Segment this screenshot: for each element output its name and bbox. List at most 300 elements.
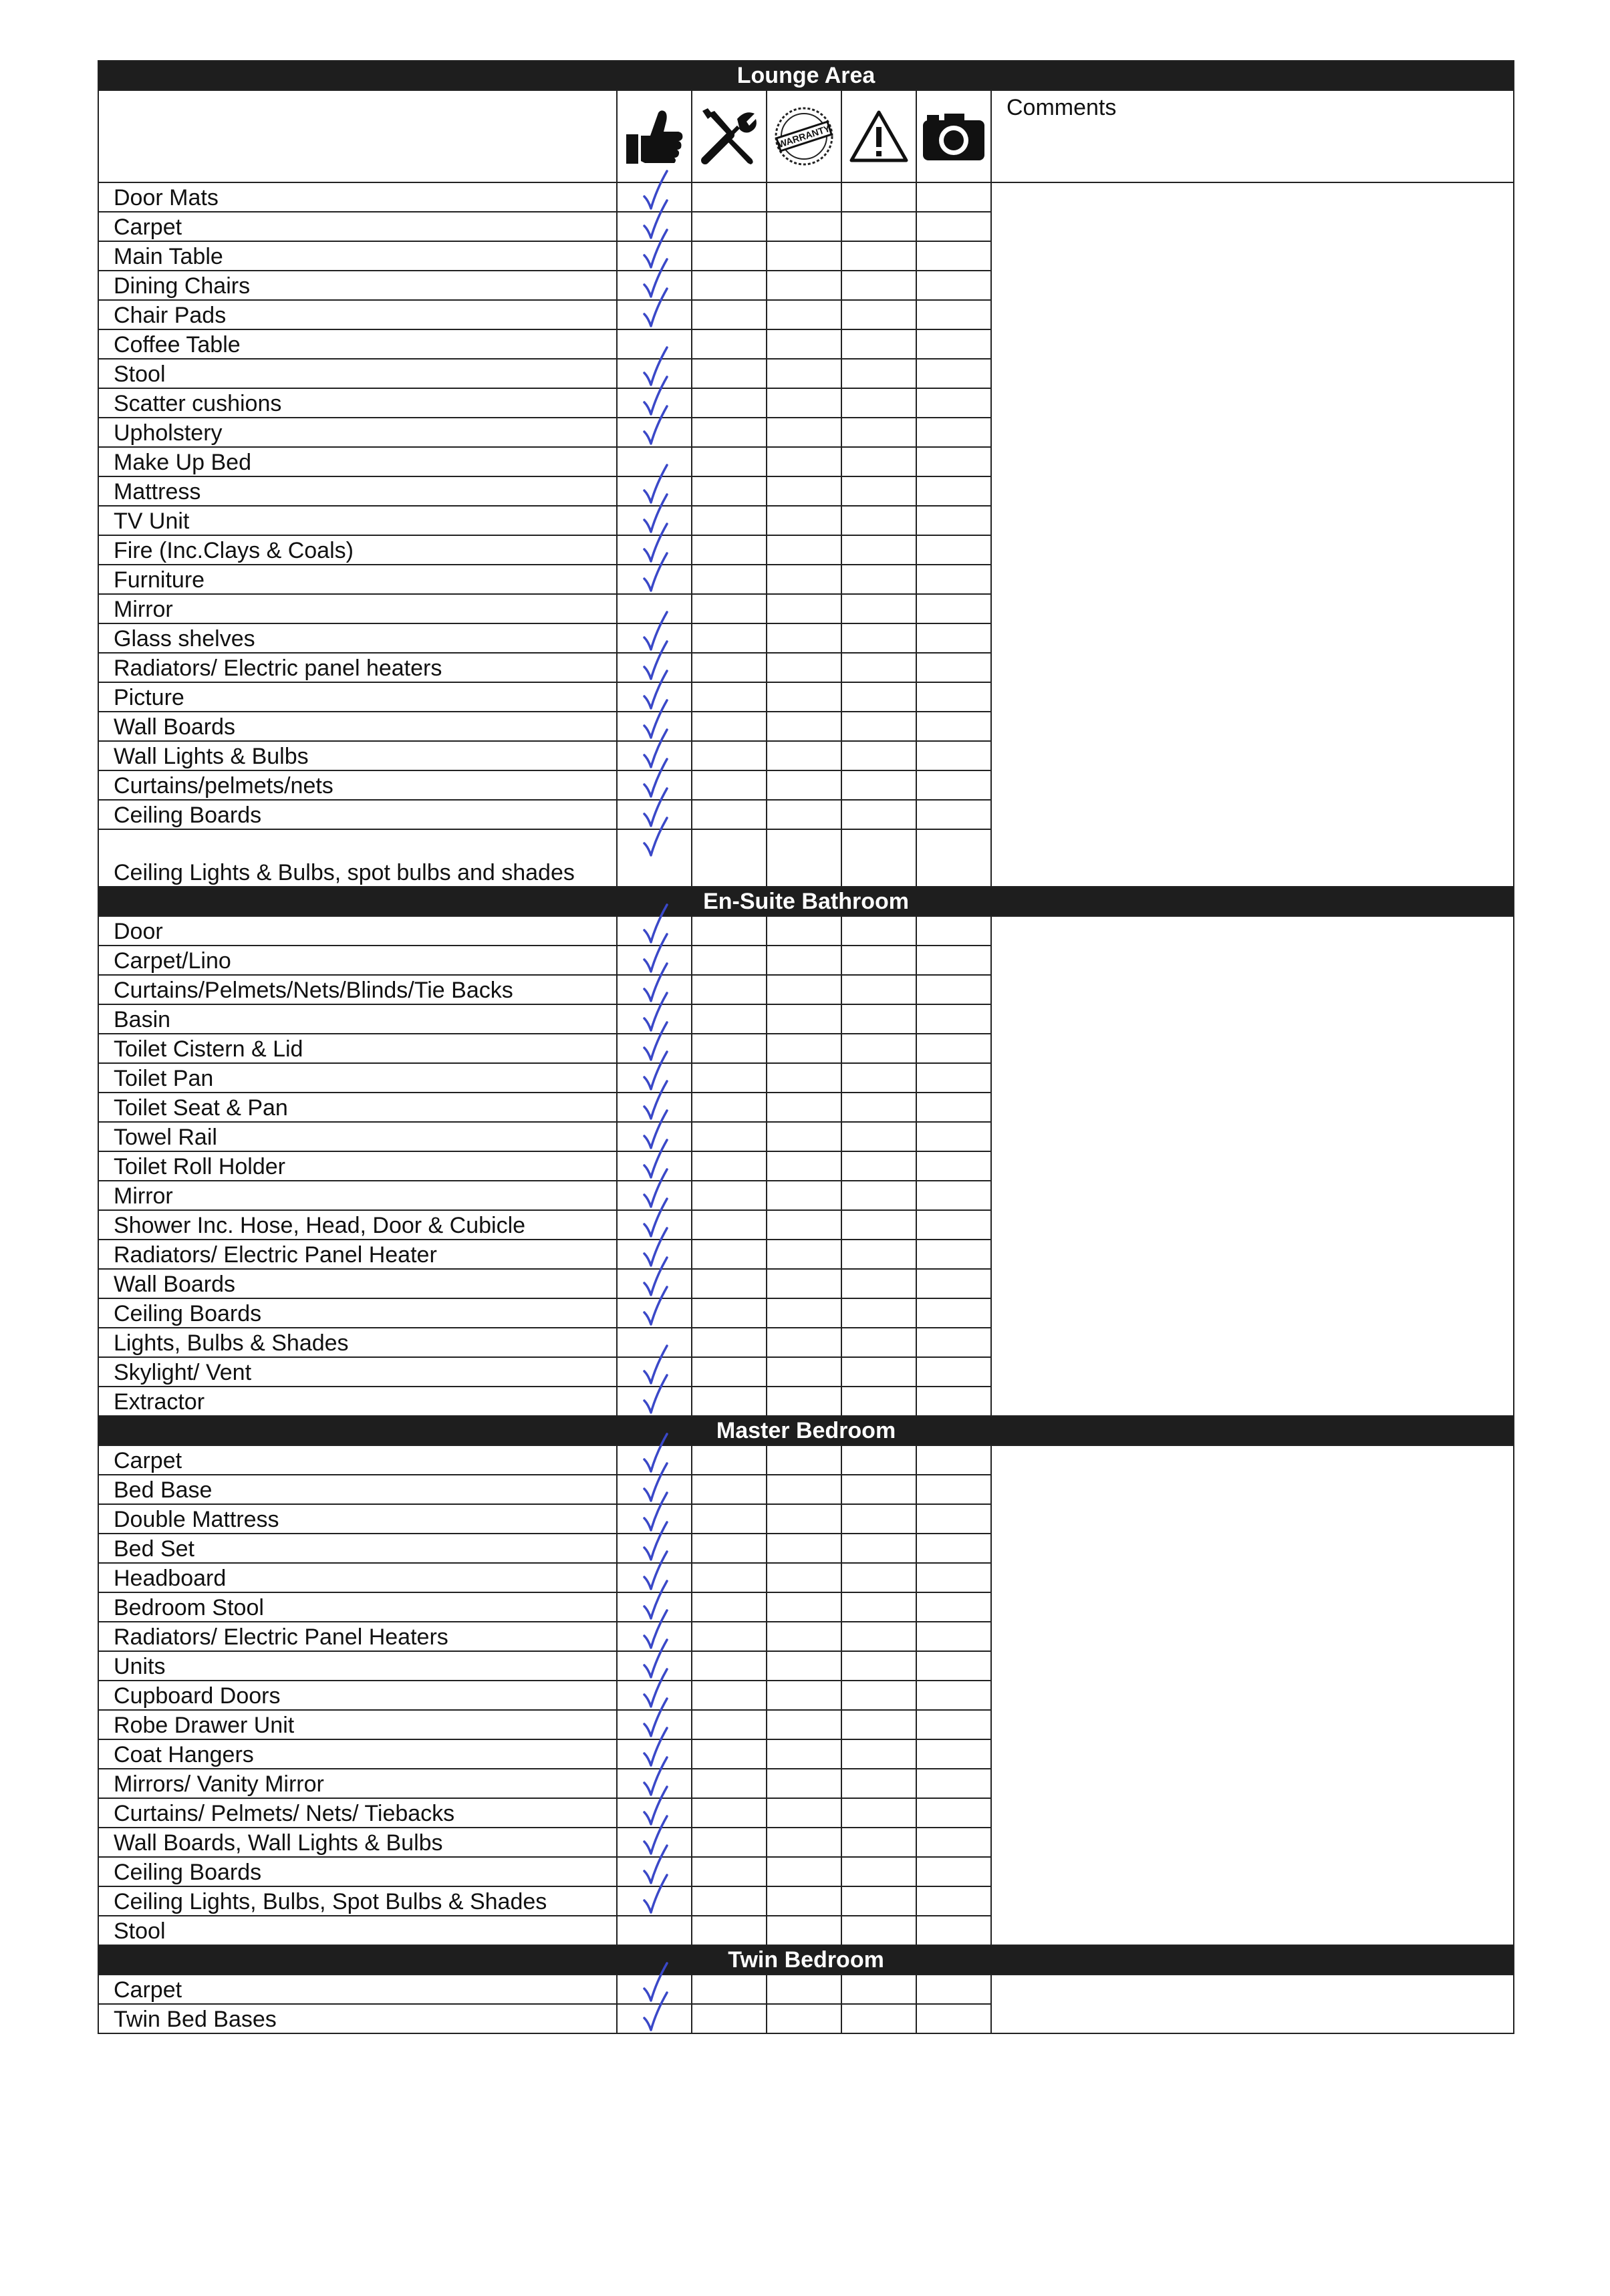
photo-cell[interactable] (916, 535, 991, 565)
photo-cell[interactable] (916, 1475, 991, 1504)
repair-cell[interactable] (692, 1269, 767, 1298)
check-mark-icon (642, 287, 668, 329)
photo-cell[interactable] (916, 300, 991, 329)
item-label: Basin (98, 1004, 617, 1034)
photo-cell[interactable] (916, 594, 991, 623)
warranty-cell[interactable] (767, 476, 841, 506)
warning-cell[interactable] (841, 1093, 916, 1122)
warning-cell[interactable] (841, 1240, 916, 1269)
photo-cell[interactable] (916, 1387, 991, 1416)
icon-header-row (98, 90, 1514, 182)
repair-cell[interactable] (692, 1034, 767, 1063)
warranty-cell[interactable] (767, 712, 841, 741)
repair-cell[interactable] (692, 359, 767, 388)
repair-cell[interactable] (692, 1828, 767, 1857)
photo-cell[interactable] (916, 1181, 991, 1210)
photo-cell[interactable] (916, 241, 991, 271)
warranty-cell[interactable] (767, 241, 841, 271)
repair-cell[interactable] (692, 653, 767, 682)
warning-cell[interactable] (841, 1122, 916, 1151)
warning-cell[interactable] (841, 653, 916, 682)
photo-cell[interactable] (916, 1828, 991, 1857)
warning-cell[interactable] (841, 300, 916, 329)
table-row (98, 182, 1514, 212)
warranty-cell[interactable] (767, 916, 841, 946)
photo-cell[interactable] (916, 1269, 991, 1298)
warning-cell[interactable] (841, 1210, 916, 1240)
photo-cell[interactable] (916, 1445, 991, 1475)
repair-cell[interactable] (692, 623, 767, 653)
warranty-cell[interactable] (767, 300, 841, 329)
warning-cell[interactable] (841, 1798, 916, 1828)
item-label: Mattress (98, 476, 617, 506)
warranty-cell[interactable] (767, 535, 841, 565)
warning-cell[interactable] (841, 1298, 916, 1328)
item-label: Carpet (98, 1445, 617, 1475)
repair-cell[interactable] (692, 1769, 767, 1798)
repair-cell[interactable] (692, 1504, 767, 1534)
item-label: Ceiling Lights, Bulbs, Spot Bulbs & Shades (98, 1886, 617, 1916)
warranty-cell[interactable] (767, 1651, 841, 1681)
warning-cell[interactable] (841, 1357, 916, 1387)
warning-cell[interactable] (841, 506, 916, 535)
warranty-cell[interactable] (767, 623, 841, 653)
photo-cell[interactable] (916, 1034, 991, 1063)
item-label: Wall Lights & Bulbs (98, 741, 617, 770)
repair-cell[interactable] (692, 506, 767, 535)
warning-cell[interactable] (841, 241, 916, 271)
item-label: Carpet (98, 1975, 617, 2004)
item-label: Toilet Pan (98, 1063, 617, 1093)
repair-cell[interactable] (692, 1886, 767, 1916)
warranty-cell[interactable] (767, 1622, 841, 1651)
photo-cell[interactable] (916, 1975, 991, 2004)
comments-cell[interactable] (991, 182, 1514, 887)
warranty-cell[interactable] (767, 2004, 841, 2033)
repair-cell[interactable] (692, 741, 767, 770)
warranty-cell[interactable] (767, 1504, 841, 1534)
condition-ok-cell[interactable] (617, 1886, 692, 1916)
repair-cell[interactable] (692, 1534, 767, 1563)
warning-cell[interactable] (841, 946, 916, 975)
condition-ok-cell[interactable] (617, 829, 692, 887)
warranty-cell[interactable] (767, 1916, 841, 1945)
repair-cell[interactable] (692, 1916, 767, 1945)
repair-cell[interactable] (692, 1622, 767, 1651)
warning-cell[interactable] (841, 1181, 916, 1210)
warranty-cell[interactable] (767, 829, 841, 887)
warning-cell[interactable] (841, 829, 916, 887)
tools-icon (692, 90, 767, 182)
item-label: Coat Hangers (98, 1739, 617, 1769)
warranty-cell[interactable] (767, 1445, 841, 1475)
photo-cell[interactable] (916, 946, 991, 975)
photo-cell[interactable] (916, 182, 991, 212)
warning-cell[interactable] (841, 1004, 916, 1034)
warranty-cell[interactable] (767, 1828, 841, 1857)
repair-cell[interactable] (692, 271, 767, 300)
repair-cell[interactable] (692, 1592, 767, 1622)
photo-cell[interactable] (916, 1886, 991, 1916)
warning-cell[interactable] (841, 682, 916, 712)
photo-cell[interactable] (916, 506, 991, 535)
repair-cell[interactable] (692, 565, 767, 594)
warranty-cell[interactable] (767, 975, 841, 1004)
repair-cell[interactable] (692, 1445, 767, 1475)
warning-cell[interactable] (841, 1063, 916, 1093)
warranty-cell[interactable] (767, 565, 841, 594)
warranty-cell[interactable] (767, 447, 841, 476)
repair-cell[interactable] (692, 241, 767, 271)
warranty-cell[interactable] (767, 1592, 841, 1622)
repair-cell[interactable] (692, 1857, 767, 1886)
photo-cell[interactable] (916, 476, 991, 506)
photo-cell[interactable] (916, 653, 991, 682)
warning-cell[interactable] (841, 975, 916, 1004)
item-label: Twin Bed Bases (98, 2004, 617, 2033)
condition-ok-cell[interactable] (617, 1916, 692, 1945)
repair-cell[interactable] (692, 712, 767, 741)
photo-cell[interactable] (916, 418, 991, 447)
warranty-cell[interactable] (767, 1269, 841, 1298)
warranty-cell[interactable] (767, 741, 841, 770)
item-label: Mirrors/ Vanity Mirror (98, 1769, 617, 1798)
repair-cell[interactable] (692, 1063, 767, 1093)
condition-ok-cell[interactable] (617, 418, 692, 447)
photo-cell[interactable] (916, 1769, 991, 1798)
warning-cell[interactable] (841, 1534, 916, 1563)
warning-cell[interactable] (841, 565, 916, 594)
item-label: Upholstery (98, 418, 617, 447)
warning-cell[interactable] (841, 535, 916, 565)
warning-cell[interactable] (841, 1975, 916, 2004)
warning-cell[interactable] (841, 770, 916, 800)
warning-cell[interactable] (841, 1151, 916, 1181)
warranty-cell[interactable] (767, 329, 841, 359)
warning-cell[interactable] (841, 916, 916, 946)
warranty-cell[interactable] (767, 1769, 841, 1798)
repair-cell[interactable] (692, 1181, 767, 1210)
repair-cell[interactable] (692, 388, 767, 418)
warranty-cell[interactable] (767, 1357, 841, 1387)
photo-cell[interactable] (916, 829, 991, 887)
warranty-cell[interactable] (767, 506, 841, 535)
warranty-cell[interactable] (767, 1151, 841, 1181)
warning-cell[interactable] (841, 1563, 916, 1592)
warranty-cell[interactable] (767, 682, 841, 712)
warranty-cell[interactable] (767, 594, 841, 623)
item-label: Furniture (98, 565, 617, 594)
warning-cell[interactable] (841, 388, 916, 418)
photo-cell[interactable] (916, 770, 991, 800)
warning-cell[interactable] (841, 271, 916, 300)
item-label: Door Mats (98, 182, 617, 212)
section-title: Lounge Area (98, 61, 1514, 90)
item-label: Wall Boards, Wall Lights & Bulbs (98, 1828, 617, 1857)
repair-cell[interactable] (692, 447, 767, 476)
warning-cell[interactable] (841, 800, 916, 829)
repair-cell[interactable] (692, 1975, 767, 2004)
item-label: Stool (98, 1916, 617, 1945)
item-label: Ceiling Boards (98, 1857, 617, 1886)
warranty-cell[interactable] (767, 1475, 841, 1504)
photo-cell[interactable] (916, 388, 991, 418)
photo-cell[interactable] (916, 975, 991, 1004)
repair-cell[interactable] (692, 946, 767, 975)
warning-cell[interactable] (841, 1681, 916, 1710)
comments-cell[interactable] (991, 1975, 1514, 2033)
condition-ok-cell[interactable] (617, 300, 692, 329)
repair-cell[interactable] (692, 682, 767, 712)
repair-cell[interactable] (692, 1739, 767, 1769)
warranty-cell[interactable] (767, 770, 841, 800)
repair-cell[interactable] (692, 212, 767, 241)
warranty-cell[interactable] (767, 1298, 841, 1328)
repair-cell[interactable] (692, 594, 767, 623)
warranty-cell[interactable] (767, 1387, 841, 1416)
photo-cell[interactable] (916, 712, 991, 741)
photo-cell[interactable] (916, 1622, 991, 1651)
photo-cell[interactable] (916, 916, 991, 946)
repair-cell[interactable] (692, 1475, 767, 1504)
photo-cell[interactable] (916, 1357, 991, 1387)
warranty-cell[interactable] (767, 388, 841, 418)
warranty-cell[interactable] (767, 1093, 841, 1122)
photo-cell[interactable] (916, 1857, 991, 1886)
warning-cell[interactable] (841, 447, 916, 476)
warning-cell[interactable] (841, 1622, 916, 1651)
photo-cell[interactable] (916, 1504, 991, 1534)
warning-cell[interactable] (841, 741, 916, 770)
item-label: Mirror (98, 594, 617, 623)
section-header (98, 887, 1514, 916)
warning-cell[interactable] (841, 1445, 916, 1475)
repair-cell[interactable] (692, 975, 767, 1004)
warning-icon (841, 90, 916, 182)
condition-ok-cell[interactable] (617, 1298, 692, 1328)
warning-cell[interactable] (841, 623, 916, 653)
photo-cell[interactable] (916, 741, 991, 770)
warning-cell[interactable] (841, 712, 916, 741)
item-label: Glass shelves (98, 623, 617, 653)
repair-cell[interactable] (692, 1651, 767, 1681)
warranty-cell[interactable] (767, 1857, 841, 1886)
repair-cell[interactable] (692, 1093, 767, 1122)
section-header (98, 1416, 1514, 1445)
photo-cell[interactable] (916, 329, 991, 359)
photo-cell[interactable] (916, 1916, 991, 1945)
warranty-cell[interactable] (767, 1034, 841, 1063)
warning-cell[interactable] (841, 1886, 916, 1916)
photo-cell[interactable] (916, 1651, 991, 1681)
repair-cell[interactable] (692, 1240, 767, 1269)
svg-text:WARRANTY: WARRANTY (777, 122, 831, 150)
warning-cell[interactable] (841, 1328, 916, 1357)
item-label: Toilet Seat & Pan (98, 1093, 617, 1122)
warning-cell[interactable] (841, 182, 916, 212)
warning-cell[interactable] (841, 1739, 916, 1769)
warranty-cell[interactable] (767, 1063, 841, 1093)
warranty-cell[interactable] (767, 1328, 841, 1357)
warning-cell[interactable] (841, 1475, 916, 1504)
item-label: Carpet (98, 212, 617, 241)
item-label: Bed Base (98, 1475, 617, 1504)
repair-cell[interactable] (692, 800, 767, 829)
photo-cell[interactable] (916, 800, 991, 829)
item-label: Door (98, 916, 617, 946)
repair-cell[interactable] (692, 829, 767, 887)
warning-cell[interactable] (841, 1504, 916, 1534)
item-label: Shower Inc. Hose, Head, Door & Cubicle (98, 1210, 617, 1240)
warning-cell[interactable] (841, 1034, 916, 1063)
photo-cell[interactable] (916, 682, 991, 712)
warranty-cell[interactable] (767, 359, 841, 388)
repair-cell[interactable] (692, 1298, 767, 1328)
repair-cell[interactable] (692, 300, 767, 329)
item-label: Wall Boards (98, 1269, 617, 1298)
warning-cell[interactable] (841, 329, 916, 359)
photo-cell[interactable] (916, 1328, 991, 1357)
warranty-cell[interactable] (767, 1798, 841, 1828)
warranty-cell[interactable] (767, 418, 841, 447)
warranty-cell[interactable] (767, 212, 841, 241)
repair-cell[interactable] (692, 1563, 767, 1592)
photo-cell[interactable] (916, 1298, 991, 1328)
warning-cell[interactable] (841, 1916, 916, 1945)
warranty-cell[interactable] (767, 271, 841, 300)
photo-cell[interactable] (916, 1592, 991, 1622)
condition-ok-cell[interactable] (617, 565, 692, 594)
warranty-seal-icon (767, 90, 841, 182)
photo-cell[interactable] (916, 1093, 991, 1122)
photo-cell[interactable] (916, 1798, 991, 1828)
repair-cell[interactable] (692, 1210, 767, 1240)
item-label: Double Mattress (98, 1504, 617, 1534)
repair-cell[interactable] (692, 182, 767, 212)
repair-cell[interactable] (692, 916, 767, 946)
photo-cell[interactable] (916, 1063, 991, 1093)
check-mark-icon (642, 1286, 668, 1327)
warning-cell[interactable] (841, 2004, 916, 2033)
repair-cell[interactable] (692, 1004, 767, 1034)
repair-cell[interactable] (692, 770, 767, 800)
item-label: Dining Chairs (98, 271, 617, 300)
comments-cell[interactable] (991, 1445, 1514, 1945)
warning-cell[interactable] (841, 1857, 916, 1886)
item-label: Units (98, 1651, 617, 1681)
warranty-cell[interactable] (767, 946, 841, 975)
warranty-cell[interactable] (767, 653, 841, 682)
warranty-cell[interactable] (767, 1710, 841, 1739)
comments-cell[interactable] (991, 916, 1514, 1416)
item-label: Fire (Inc.Clays & Coals) (98, 535, 617, 565)
item-label: Stool (98, 359, 617, 388)
warning-cell[interactable] (841, 1710, 916, 1739)
warranty-cell[interactable] (767, 1975, 841, 2004)
warning-cell[interactable] (841, 1769, 916, 1798)
photo-cell[interactable] (916, 623, 991, 653)
repair-cell[interactable] (692, 1122, 767, 1151)
thumbs-up-icon (617, 90, 692, 182)
warranty-cell[interactable] (767, 182, 841, 212)
section-header (98, 1945, 1514, 1975)
item-label: Curtains/pelmets/nets (98, 770, 617, 800)
section-title: Master Bedroom (98, 1416, 1514, 1445)
condition-ok-cell[interactable] (617, 2004, 692, 2033)
warranty-cell[interactable] (767, 1563, 841, 1592)
warning-cell[interactable] (841, 1651, 916, 1681)
photo-cell[interactable] (916, 1710, 991, 1739)
warranty-cell[interactable] (767, 1739, 841, 1769)
photo-cell[interactable] (916, 1122, 991, 1151)
photo-cell[interactable] (916, 1739, 991, 1769)
repair-cell[interactable] (692, 1151, 767, 1181)
item-label: Wall Boards (98, 712, 617, 741)
warranty-cell[interactable] (767, 1181, 841, 1210)
photo-cell[interactable] (916, 1004, 991, 1034)
repair-cell[interactable] (692, 1387, 767, 1416)
repair-cell[interactable] (692, 1798, 767, 1828)
warning-cell[interactable] (841, 1592, 916, 1622)
warning-cell[interactable] (841, 476, 916, 506)
photo-cell[interactable] (916, 212, 991, 241)
item-label: Bedroom Stool (98, 1592, 617, 1622)
warranty-cell[interactable] (767, 800, 841, 829)
photo-cell[interactable] (916, 447, 991, 476)
repair-cell[interactable] (692, 1328, 767, 1357)
section-title: Twin Bedroom (98, 1945, 1514, 1975)
warranty-cell[interactable] (767, 1210, 841, 1240)
repair-cell[interactable] (692, 476, 767, 506)
photo-cell[interactable] (916, 359, 991, 388)
photo-cell[interactable] (916, 565, 991, 594)
photo-cell[interactable] (916, 2004, 991, 2033)
warranty-cell[interactable] (767, 1240, 841, 1269)
warning-cell[interactable] (841, 359, 916, 388)
warranty-cell[interactable] (767, 1681, 841, 1710)
photo-cell[interactable] (916, 1151, 991, 1181)
warranty-cell[interactable] (767, 1534, 841, 1563)
warning-cell[interactable] (841, 418, 916, 447)
warranty-cell[interactable] (767, 1004, 841, 1034)
warning-cell[interactable] (841, 1269, 916, 1298)
repair-cell[interactable] (692, 1710, 767, 1739)
repair-cell[interactable] (692, 1357, 767, 1387)
photo-cell[interactable] (916, 1681, 991, 1710)
photo-cell[interactable] (916, 1240, 991, 1269)
repair-cell[interactable] (692, 329, 767, 359)
warning-cell[interactable] (841, 212, 916, 241)
photo-cell[interactable] (916, 1563, 991, 1592)
item-label: Picture (98, 682, 617, 712)
repair-cell[interactable] (692, 1681, 767, 1710)
condition-ok-cell[interactable] (617, 1387, 692, 1416)
photo-cell[interactable] (916, 271, 991, 300)
repair-cell[interactable] (692, 2004, 767, 2033)
item-label: Headboard (98, 1563, 617, 1592)
warning-cell[interactable] (841, 1387, 916, 1416)
repair-cell[interactable] (692, 418, 767, 447)
warning-cell[interactable] (841, 1828, 916, 1857)
item-label: Toilet Cistern & Lid (98, 1034, 617, 1063)
photo-cell[interactable] (916, 1534, 991, 1563)
item-label: Radiators/ Electric Panel Heater (98, 1240, 617, 1269)
repair-cell[interactable] (692, 535, 767, 565)
warning-cell[interactable] (841, 594, 916, 623)
photo-cell[interactable] (916, 1210, 991, 1240)
warranty-cell[interactable] (767, 1886, 841, 1916)
warranty-cell[interactable] (767, 1122, 841, 1151)
